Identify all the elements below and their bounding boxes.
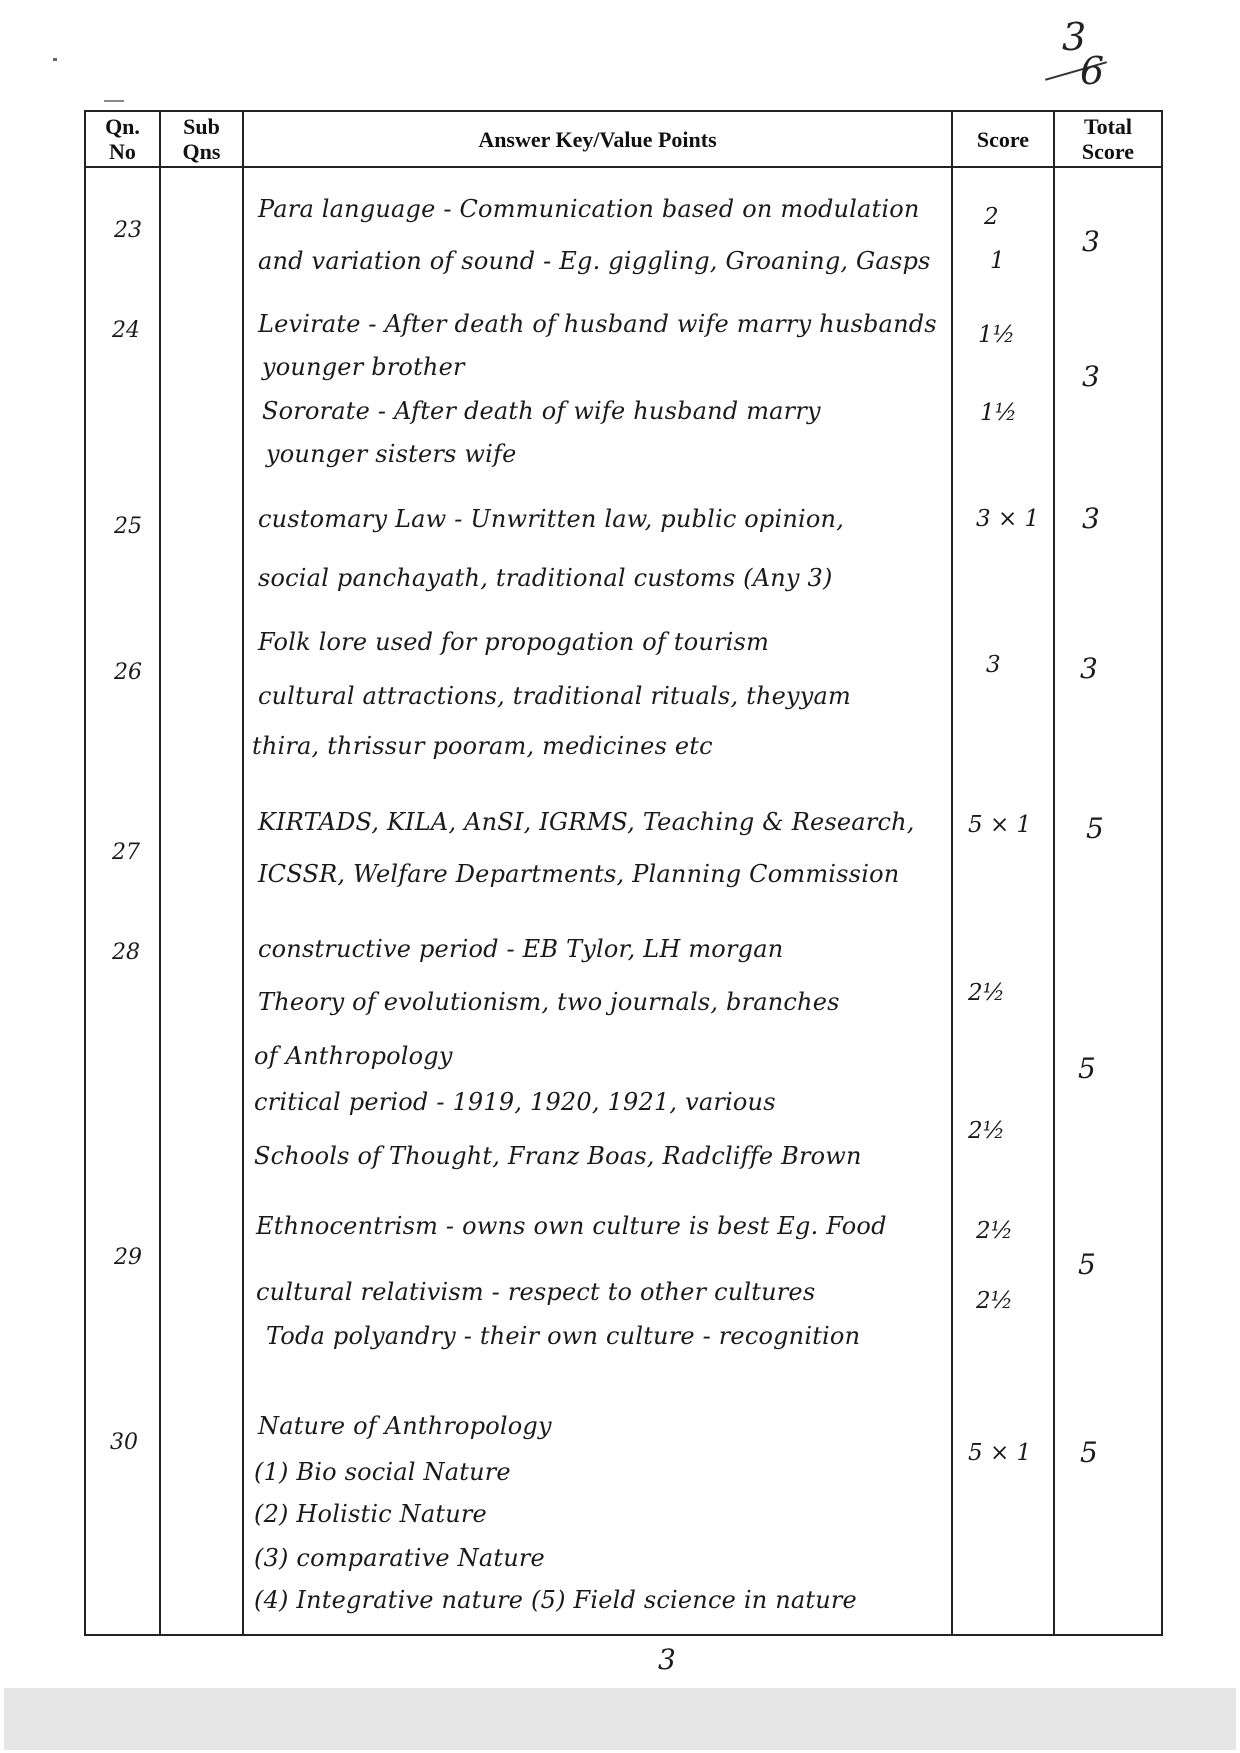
page-mark-numerator: 3 — [1062, 15, 1087, 59]
total-score: 3 — [1082, 360, 1100, 393]
qno-23: 23 — [114, 218, 142, 243]
qno-28: 28 — [112, 940, 140, 965]
answer-line: thira, thrissur pooram, medicines etc — [252, 732, 713, 760]
answer-line: younger brother — [262, 353, 465, 381]
total-score: 5 — [1086, 812, 1104, 845]
qno-26: 26 — [114, 660, 142, 685]
qno-24: 24 — [112, 318, 140, 343]
answer-line: cultural attractions, traditional rituals, theyyam — [258, 682, 851, 710]
answer-line: Ethnocentrism - owns own culture is best Eg. Food — [256, 1212, 887, 1240]
header-total-score: Total Score — [1081, 114, 1135, 164]
total-score: 3 — [1082, 502, 1100, 535]
answer-line: cultural relativism - respect to other cultures — [256, 1278, 816, 1306]
answer-line: (3) comparative Nature — [254, 1544, 545, 1572]
page-mark-denominator: 6 — [1080, 49, 1105, 93]
header-sub-qns: Sub Qns — [182, 114, 221, 164]
answer-line: Theory of evolutionism, two journals, branches — [258, 988, 840, 1016]
answer-line: Toda polyandry - their own culture - recognition — [266, 1322, 861, 1350]
answer-line: (4) Integrative nature (5) Field science in nature — [254, 1586, 857, 1614]
answer-line: Para language - Communication based on modulation — [258, 195, 920, 223]
header-row-divider — [84, 166, 1163, 168]
score-value: 2½ — [976, 1218, 1013, 1244]
total-score: 3 — [1082, 225, 1100, 258]
answer-line: ICSSR, Welfare Departments, Planning Commission — [258, 860, 900, 888]
answer-line: social panchayath, traditional customs (Any 3) — [258, 564, 833, 592]
total-score: 5 — [1080, 1436, 1098, 1469]
page-fraction-mark — [1040, 15, 1105, 93]
answer-line: KIRTADS, KILA, AnSI, IGRMS, Teaching & Research, — [258, 808, 915, 836]
total-score: 5 — [1078, 1248, 1096, 1281]
answer-line: Schools of Thought, Franz Boas, Radcliffe Brown — [254, 1142, 862, 1170]
answer-line: Sororate - After death of wife husband marry — [262, 397, 821, 425]
scan-speck — [53, 58, 57, 61]
qno-25: 25 — [114, 514, 142, 539]
qno-30: 30 — [110, 1430, 138, 1455]
qno-29: 29 — [114, 1245, 142, 1270]
col-divider-sub — [242, 110, 244, 1636]
answer-line: customary Law - Unwritten law, public opinion, — [258, 505, 845, 533]
col-divider-answer — [951, 110, 953, 1636]
score-value: 3 — [986, 652, 1001, 678]
score-value: 2½ — [968, 1118, 1005, 1144]
col-divider-qno — [159, 110, 161, 1636]
answer-line: (1) Bio social Nature — [254, 1458, 511, 1486]
score-value: 3 × 1 — [976, 506, 1040, 532]
answer-line: younger sisters wife — [266, 440, 517, 468]
answer-line: (2) Holistic Nature — [254, 1500, 487, 1528]
pencil-mark — [104, 100, 124, 102]
qno-27: 27 — [112, 840, 140, 865]
score-value: 2½ — [968, 980, 1005, 1006]
score-value: 1 — [990, 248, 1005, 274]
answer-line: critical period - 1919, 1920, 1921, various — [254, 1088, 776, 1116]
total-score: 5 — [1078, 1052, 1096, 1085]
header-score: Score — [976, 126, 1030, 152]
answer-line: Levirate - After death of husband wife marry husbands — [258, 310, 937, 338]
page-number: 3 — [658, 1643, 676, 1676]
scanner-edge — [4, 1688, 1236, 1750]
score-value: 1½ — [980, 400, 1017, 426]
answer-line: and variation of sound - Eg. giggling, Groaning, Gasps — [258, 247, 931, 275]
answer-line: of Anthropology — [254, 1042, 453, 1070]
score-value: 1½ — [978, 322, 1015, 348]
total-score: 3 — [1080, 652, 1098, 685]
score-value: 5 × 1 — [968, 812, 1032, 838]
score-value: 2 — [984, 204, 999, 230]
score-value: 5 × 1 — [968, 1440, 1032, 1466]
answer-line: Nature of Anthropology — [258, 1412, 552, 1440]
answer-line: Folk lore used for propogation of tourism — [258, 628, 770, 656]
header-answer-key: Answer Key/Value Points — [478, 126, 717, 152]
col-divider-score — [1053, 110, 1055, 1636]
answer-line: constructive period - EB Tylor, LH morgan — [258, 935, 784, 963]
score-value: 2½ — [976, 1288, 1013, 1314]
header-qn-no: Qn. No — [105, 114, 140, 164]
